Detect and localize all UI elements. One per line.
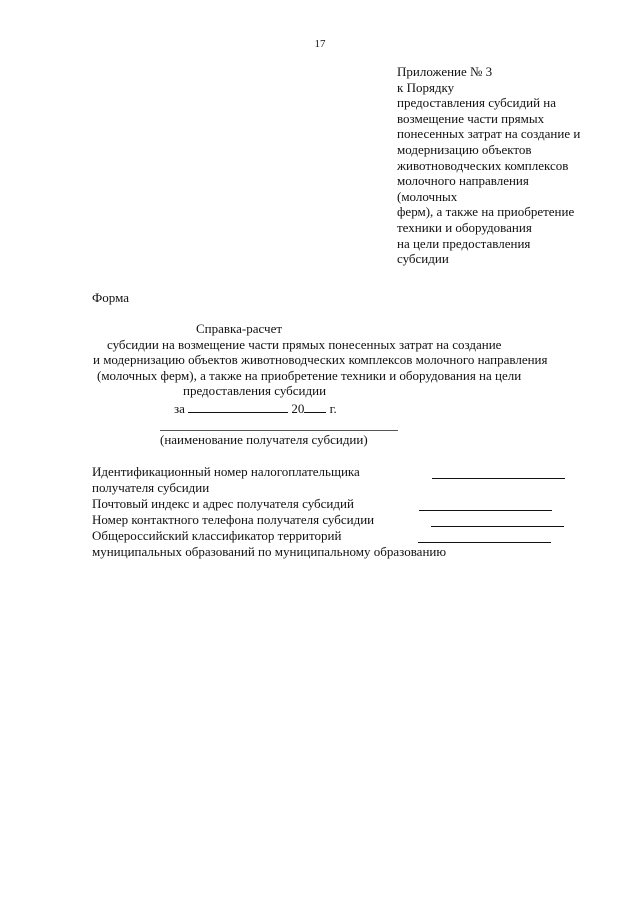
- field-row: [92, 464, 612, 480]
- field-label: Номер контактного телефона получателя субсидии: [92, 512, 375, 527]
- field-row: [92, 512, 612, 528]
- appendix-line: к Порядку: [397, 79, 455, 95]
- field-label: Почтовый индекс и адрес получателя субсидий: [92, 496, 354, 511]
- period-blank[interactable]: [188, 400, 288, 413]
- recipient-fields: [92, 464, 612, 560]
- appendix-line: ферм), а также на приобретение: [397, 204, 575, 220]
- address-field-line[interactable]: [419, 510, 552, 511]
- appendix-line: молочного направления: [397, 173, 529, 189]
- recipient-name-line[interactable]: [160, 430, 398, 431]
- period-suffix: г.: [329, 401, 337, 416]
- appendix-line: понесенных затрат на создание и: [397, 126, 581, 142]
- field-label: получателя субсидии: [92, 480, 210, 495]
- form-label: Форма: [92, 290, 129, 305]
- title-line: (молочных ферм), а также на приобретение техники и оборудования на цели: [97, 367, 522, 383]
- title-line: предоставления субсидии: [183, 383, 327, 398]
- appendix-line: возмещение части прямых: [397, 110, 545, 126]
- reporting-period: [174, 400, 337, 417]
- appendix-line: модернизацию объектов: [397, 141, 532, 157]
- recipient-caption: (наименование получателя субсидии): [160, 432, 368, 447]
- field-label: Общероссийский классификатор территорий: [92, 528, 342, 543]
- field-row: [92, 544, 612, 560]
- title-line: и модернизацию объектов животноводческих комплексов молочного направления: [93, 352, 548, 367]
- page-number: 17: [314, 38, 326, 50]
- field-row: [92, 528, 612, 544]
- appendix-line: техники и оборудования: [397, 219, 532, 235]
- period-prefix: за: [174, 401, 185, 416]
- appendix-header: [397, 64, 637, 267]
- phone-field-line[interactable]: [431, 526, 564, 527]
- title-line: субсидии на возмещение части прямых понесенных затрат на создание: [107, 336, 502, 352]
- appendix-line: на цели предоставления: [397, 235, 531, 251]
- field-label: муниципальных образований по муниципальному образованию: [92, 544, 447, 559]
- appendix-line: предоставления субсидий на: [397, 95, 557, 111]
- title-heading: Справка-расчет: [196, 321, 283, 336]
- year-blank[interactable]: [304, 400, 326, 413]
- document-title: [0, 321, 640, 399]
- period-year-prefix: 20: [291, 401, 305, 416]
- appendix-line: субсидии: [397, 251, 449, 267]
- field-label: Идентификационный номер налогоплательщика: [92, 464, 360, 479]
- oktmo-field-line[interactable]: [418, 542, 551, 543]
- appendix-line: животноводческих комплексов: [397, 157, 569, 173]
- field-row: [92, 496, 612, 512]
- appendix-line: (молочных: [397, 188, 458, 204]
- field-row: [92, 480, 612, 496]
- inn-field-line[interactable]: [432, 478, 565, 479]
- appendix-line: Приложение № 3: [397, 64, 493, 79]
